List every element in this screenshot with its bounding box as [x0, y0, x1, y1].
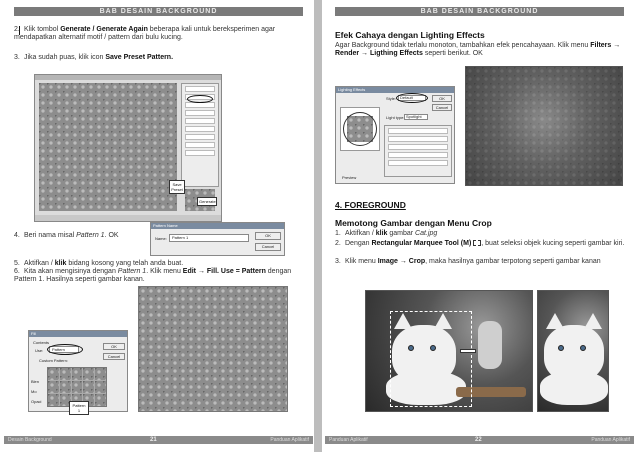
- right-header: [325, 0, 634, 18]
- generated-pattern-preview: [39, 83, 177, 211]
- book-gutter: [314, 0, 322, 452]
- right-footer: [325, 432, 634, 446]
- preview-checkbox[interactable]: Preview: [342, 175, 357, 180]
- right-footer-left: Panduan Aplikatif: [329, 437, 368, 443]
- marquee-selection: [390, 311, 472, 407]
- left-step-5: 5. Aktifkan / klik bidang kosong yang telah anda buat.: [14, 260, 184, 267]
- lighting-dialog-title: Lighting Effects: [336, 87, 454, 93]
- lighting-effects-dialog: [335, 86, 455, 184]
- style-highlight: [396, 93, 428, 103]
- lighting-cancel-button[interactable]: Cancel: [432, 104, 452, 111]
- right-page-number: 22: [475, 437, 482, 443]
- fill-use-select[interactable]: Pattern: [49, 346, 79, 353]
- left-step-6: 6. Kita akan mengisinya dengan Pattern 1. Klik menu Edit → Fill. Use = Pattern dengan Pattern 1. Hasilnya seperti gambar kanan.: [14, 268, 292, 283]
- cat-photo-original: [365, 290, 533, 412]
- crop-step-3: 3. Klik menu Image → Crop, maka hasilnya gambar terpotong seperti gambar kanan: [335, 258, 601, 265]
- fill-use-label: Use:: [35, 348, 44, 353]
- left-page: [4, 0, 313, 452]
- cat-photo-cropped: [537, 290, 609, 412]
- crop-step-1: 1. Aktifkan / klik gambar Cat.jpg: [335, 230, 438, 237]
- left-step-3: 3. Jika sudah puas, klik icon Save Preset Pattern.: [14, 54, 174, 61]
- crop-heading: Memotong Gambar dengan Menu Crop: [335, 218, 492, 228]
- pattern-maker-screenshot: [34, 74, 222, 222]
- lighting-sliders-panel: [384, 125, 452, 177]
- lighting-preview-area[interactable]: [340, 107, 380, 151]
- filled-pattern-result: [138, 286, 288, 412]
- pattern-name-ok-button[interactable]: OK: [255, 232, 281, 240]
- blend-label: Blen: [31, 379, 40, 384]
- left-footer-right: Panduan Aplikatif: [270, 437, 309, 443]
- right-header-title: BAB DESAIN BACKGROUND: [420, 8, 539, 15]
- pattern-1-callout: Pattern 1: [69, 401, 89, 415]
- pattern-name-dialog-title: Pattern Name: [151, 223, 284, 229]
- mode-label: Mo: [31, 389, 37, 394]
- lighting-ok-button[interactable]: OK: [432, 95, 452, 102]
- pattern-name-dialog: [150, 222, 285, 256]
- save-preset-callout: Save Preset: [169, 180, 185, 194]
- right-page: [325, 0, 634, 452]
- lighting-result-image: [465, 66, 623, 186]
- style-select[interactable]: Default: [398, 95, 426, 101]
- opacity-label: Opaci: [31, 399, 42, 404]
- pattern-name-cancel-button[interactable]: Cancel: [255, 243, 281, 251]
- right-footer-right: Panduan Aplikatif: [591, 437, 630, 443]
- light-type-label: Light type:: [386, 115, 405, 120]
- style-label: Style:: [386, 96, 397, 101]
- custom-pattern-label: Custom Pattern:: [39, 358, 68, 363]
- lighting-effects-heading: Efek Cahaya dengan Lighting Effects: [335, 30, 485, 40]
- fill-dialog-title: Fill: [29, 331, 127, 337]
- fill-contents-label: Contents: [33, 340, 50, 345]
- selection-callout: [460, 349, 476, 353]
- use-highlight: [47, 344, 83, 355]
- left-step-4: 4. Beri nama misal Pattern 1. OK: [14, 232, 119, 239]
- pattern-name-label: Name:: [155, 236, 167, 241]
- lighting-effects-text: Agar Background tidak terlalu monoton, tambahkan efek pencahayaan. Klik menu Filters → Render → Ligthing Effects seperti berikut. OK: [335, 42, 621, 57]
- left-header: [4, 0, 313, 18]
- generate-callout: Generate: [199, 199, 216, 204]
- left-footer: [4, 432, 313, 446]
- left-step-2: 2. Klik tombol Generate / Generate Again beberapa kali untuk bereksperimen agar mendapatkan alternatif motif / pattern dari bulu kucing.: [14, 26, 276, 41]
- crop-step-2: 2. Dengan Rectangular Marquee Tool (M) , buat seleksi objek kucing seperti gambar kiri.: [335, 240, 625, 247]
- fill-cancel-button[interactable]: Cancel: [103, 353, 125, 360]
- generate-highlight: [187, 95, 213, 103]
- fill-ok-button[interactable]: OK: [103, 343, 125, 350]
- fill-dialog: [28, 330, 128, 412]
- pattern-name-input[interactable]: Pattern 1: [169, 234, 249, 242]
- light-type-select[interactable]: Spotlight: [404, 114, 428, 120]
- foreground-section-heading: 4. FOREGROUND: [335, 200, 406, 210]
- left-page-number: 21: [150, 437, 157, 443]
- left-header-title: BAB DESAIN BACKGROUND: [99, 8, 218, 15]
- left-footer-left: Desain Background: [8, 437, 52, 443]
